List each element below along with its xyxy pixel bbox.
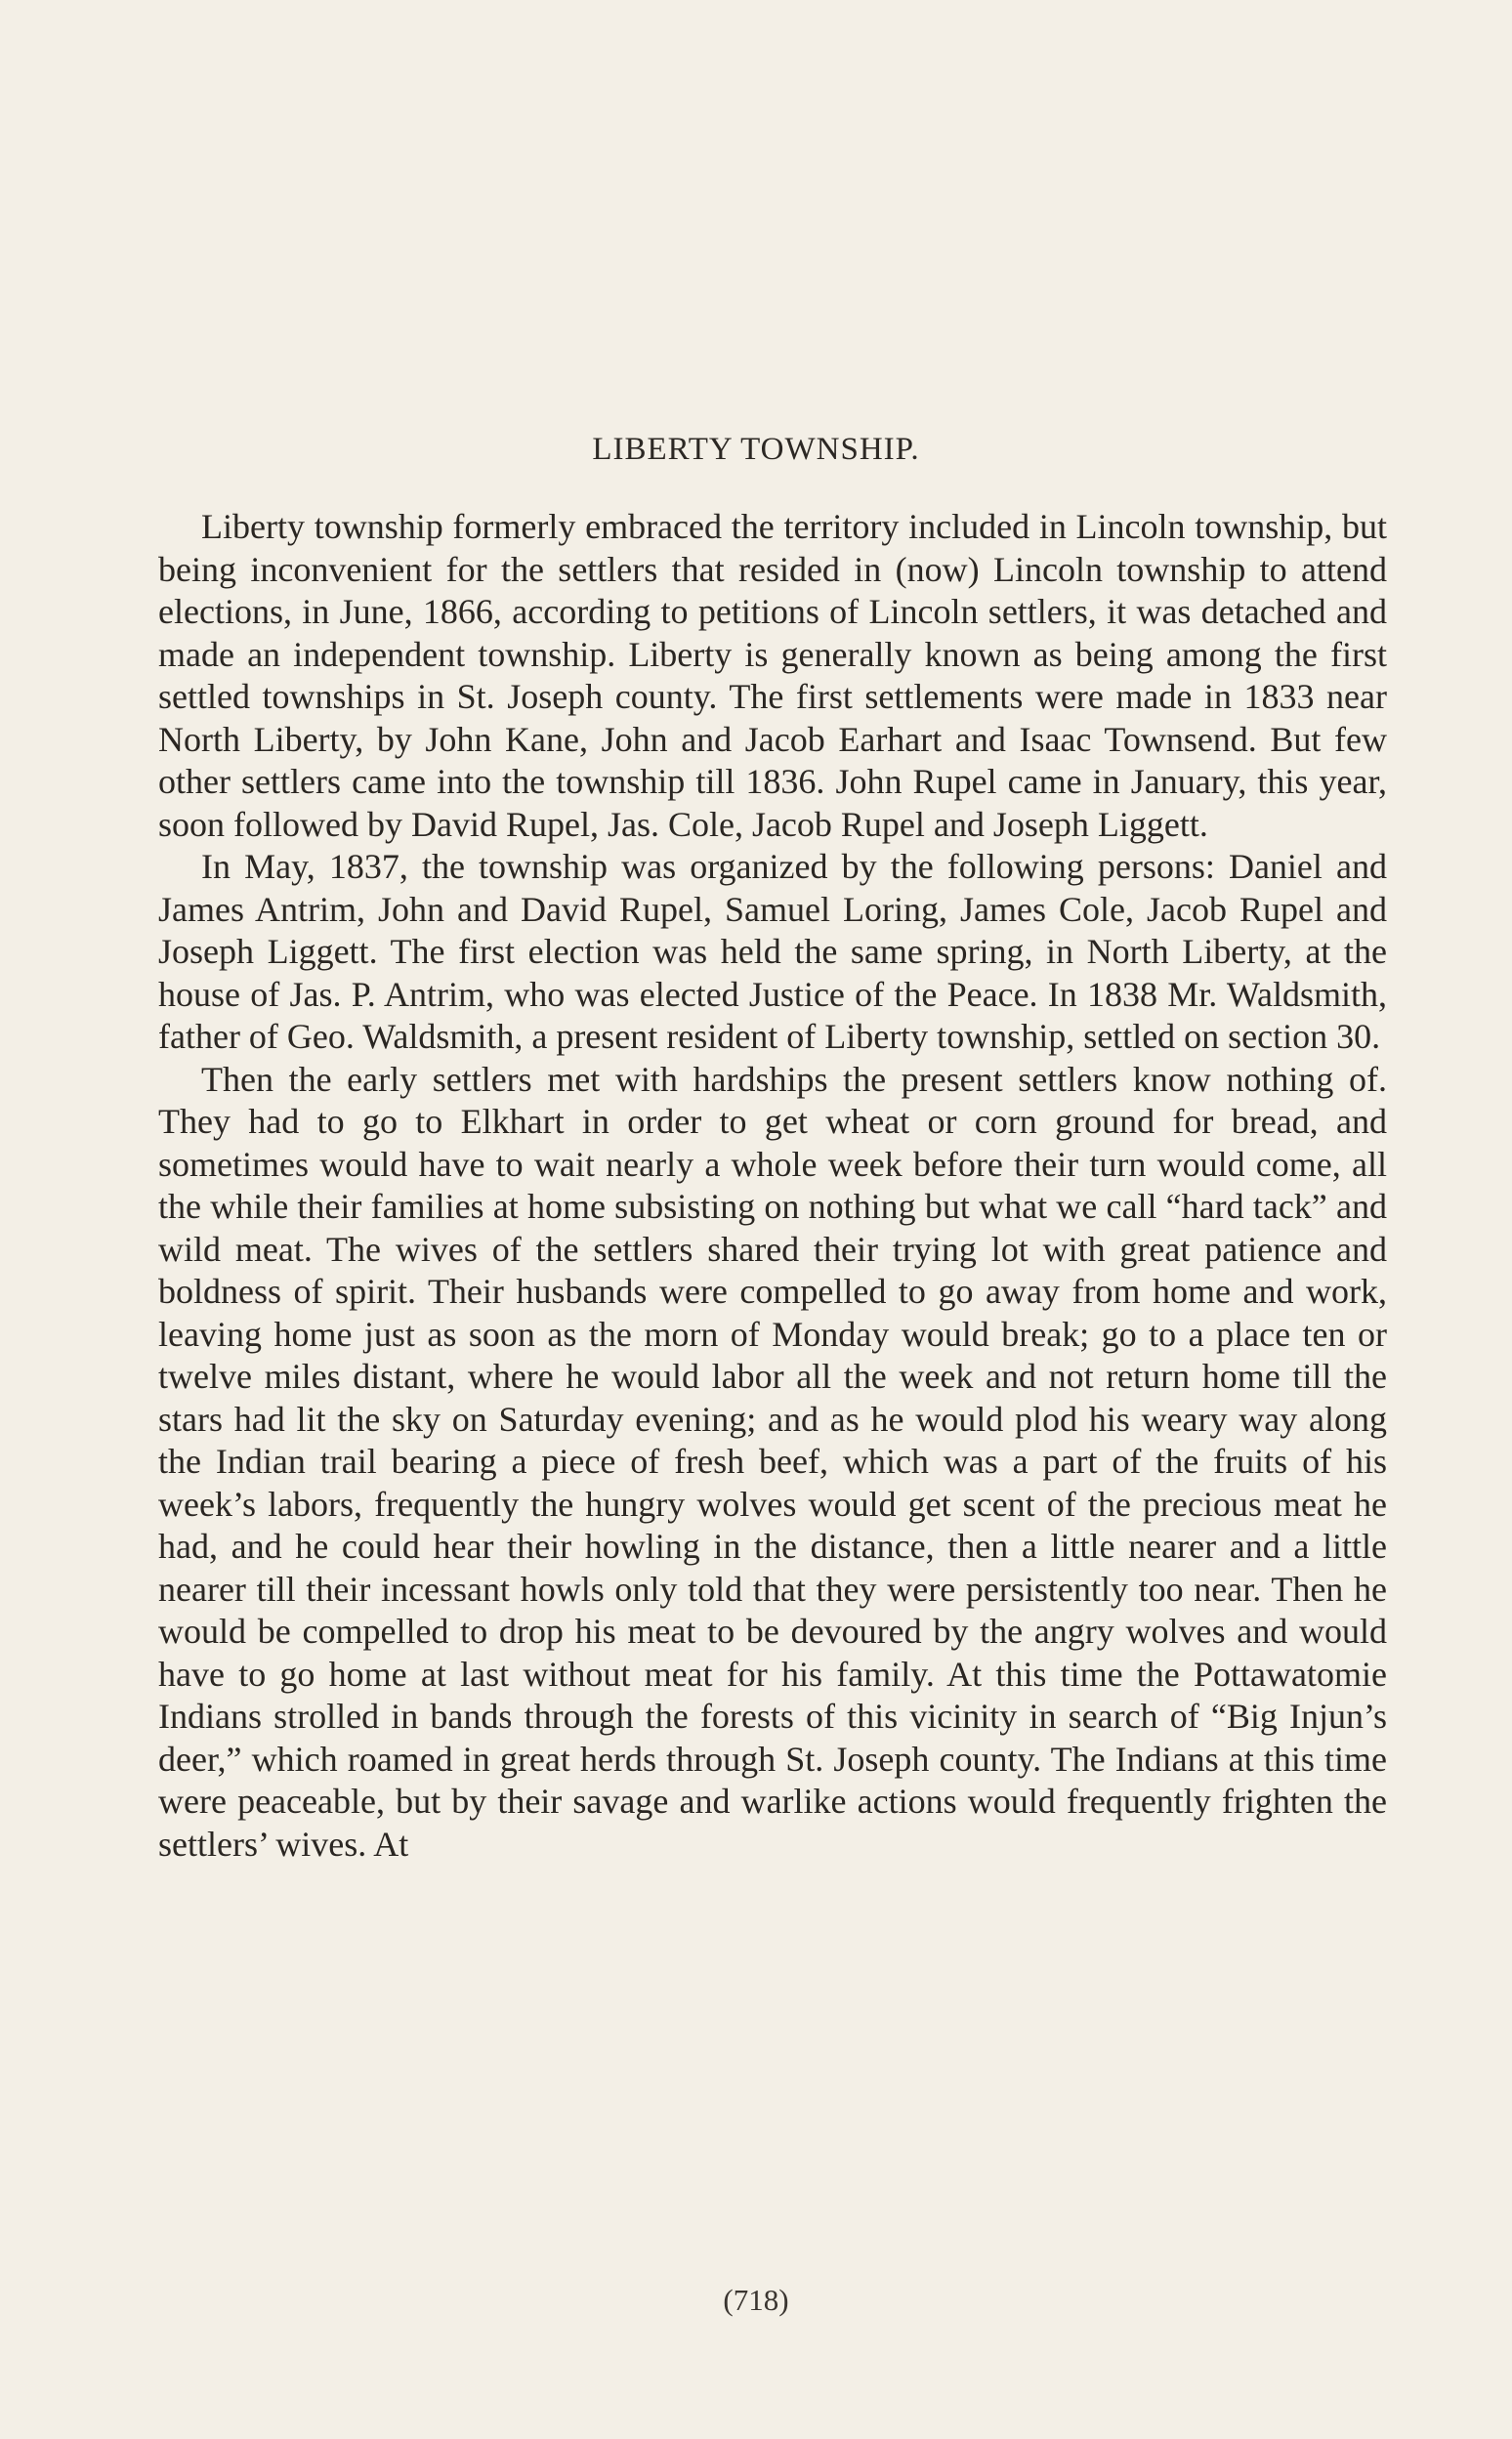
paragraph: Then the early settlers met with hardships the present settlers know nothing of. They had to go to Elkhart in order to get wheat or corn ground for bread, and sometimes would have to wait nearly a whole week before their turn would come, all the while their families at home subsisting on nothing but what we call “hard tack” and wild meat. The wives of the settlers shared their trying lot with great patience and boldness of spirit. Their husbands were compelled to go away from home and work, leaving home just as soon as the morn of Monday would break; go to a place ten or twelve miles distant, where he would labor all the week and not return home till the stars had lit the sky on Saturday evening; and as he would plod his weary way along the Indian trail bearing a piece of fresh beef, which was a part of the fruits of his week’s labors, frequently the hungry wolves would get scent of the precious meat he had, and he could hear their howling in the distance, then a little nearer and a little nearer till their incessant howls only told that they were persistently too near. Then he would be compelled to drop his meat to be devoured by the angry wolves and would have to go home at last without meat for his family. At this time the Pottawatomie Indians strolled in bands through the forests of this vicinity in search of “Big Injun’s deer,” which roamed in great herds through St. Joseph county. The Indians at this time were peaceable, but by their savage and warlike actions would frequently frighten the settlers’ wives. At: [158, 1059, 1387, 1864]
paragraph: Liberty township formerly embraced the territory included in Lincoln township, but being inconvenient for the settlers that resided in (now) Lincoln township to attend elections, in June, 1866, according to petitions of Lincoln settlers, it was detached and made an independent township. Liberty is generally known as being among the first settled townships in St. Joseph county. The first settlements were made in 1833 near North Liberty, by John Kane, John and Jacob Earhart and Isaac Townsend. But few other settlers came into the township till 1836. John Rupel came in January, this year, soon followed by David Rupel, Jas. Cole, Jacob Rupel and Joseph Liggett.: [158, 507, 1387, 844]
paragraph: In May, 1837, the township was organized by the following persons: Daniel and James Antrim, John and David Rupel, Samuel Loring, James Cole, Jacob Rupel and Joseph Liggett. The first election was held the same spring, in North Liberty, at the house of Jas. P. Antrim, who was elected Justice of the Peace. In 1838 Mr. Waldsmith, father of Geo. Waldsmith, a present resident of Liberty township, settled on section 30.: [158, 847, 1387, 1056]
body-text: [158, 506, 1387, 1866]
page-number: (718): [723, 2283, 789, 2317]
chapter-title: LIBERTY TOWNSHIP.: [592, 432, 920, 467]
